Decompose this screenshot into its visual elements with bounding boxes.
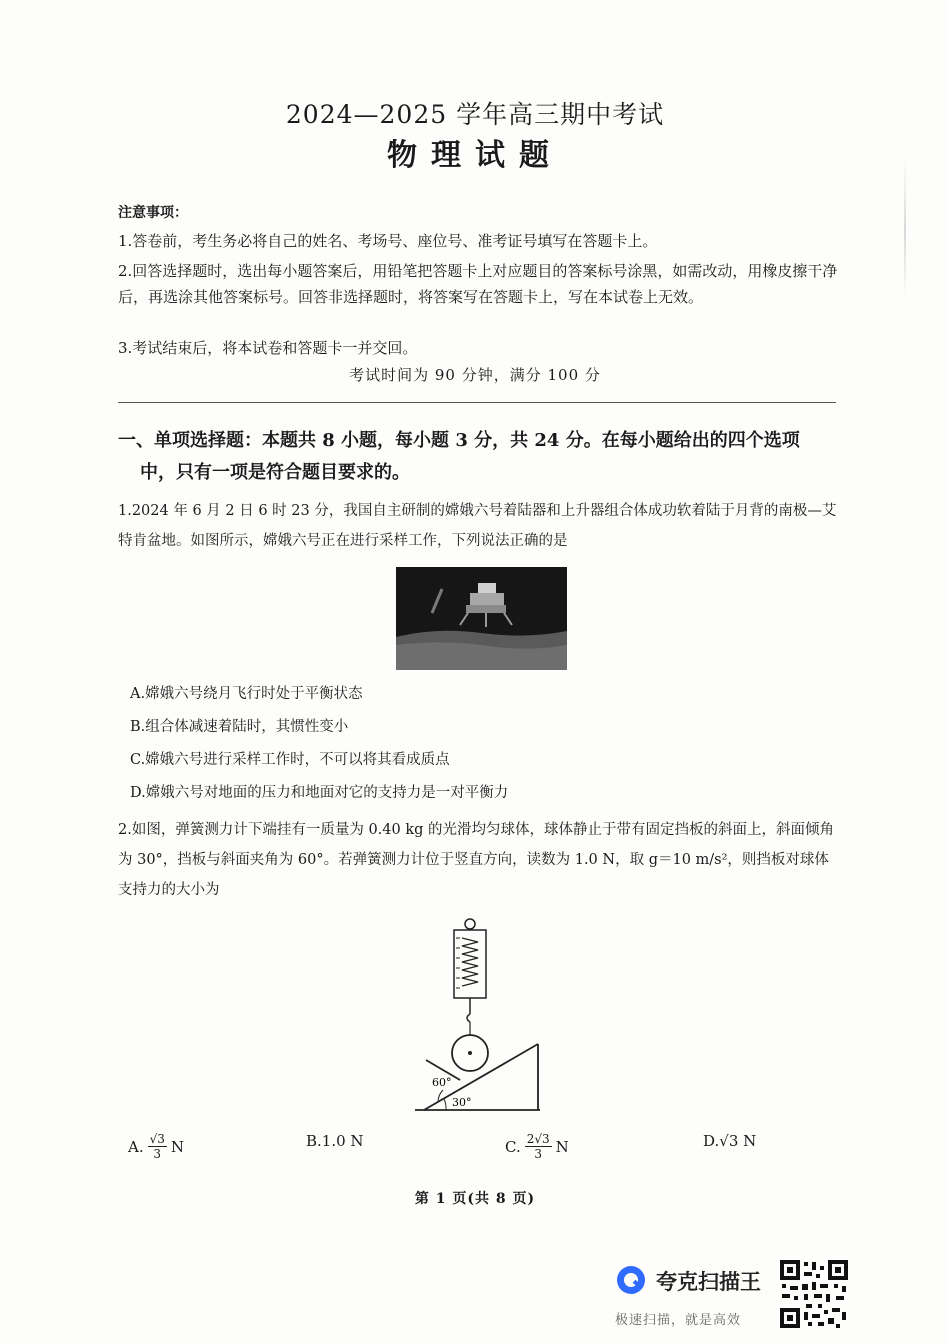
notice-heading: 注意事项： <box>118 205 188 221</box>
question-1-stem: 1.2024 年 6 月 2 日 6 时 23 分，我国自主研制的嫦娥六号着陆器和上升器组合体成功软着陆于月背的南极—艾特肯盆地。如图所示，嫦娥六号正在进行采样工作，下列说法正确的是 <box>118 503 837 549</box>
exam-title: 2024—2025 学年高三期中考试 <box>285 100 665 129</box>
question-1-option-a: A.嫦娥六号绕月飞行时处于平衡状态 <box>130 686 363 702</box>
fraction-c-numerator: 2√3 <box>526 1132 550 1146</box>
exam-time-info: 考试时间为 90 分钟，满分 100 分 <box>349 366 601 384</box>
question-1-option-b: B.组合体减速着陆时，其惯性变小 <box>130 719 349 735</box>
question-2-option-a <box>128 1132 184 1161</box>
section-divider <box>118 402 836 403</box>
angle-label-30: 30° <box>452 1096 472 1109</box>
lander-illustration <box>396 567 567 670</box>
scan-edge-mark <box>904 160 906 300</box>
question-1-option-c: C.嫦娥六号进行采样工作时，不可以将其看成质点 <box>130 752 450 768</box>
qr-code-icon <box>778 1258 850 1330</box>
option-c-unit: N <box>555 1137 569 1156</box>
question-2-option-b: B.1.0 N <box>306 1132 364 1150</box>
page-number: 第 1 页(共 8 页) <box>414 1191 536 1207</box>
question-2-option-c <box>505 1132 569 1161</box>
option-c-label: C. <box>505 1137 521 1156</box>
fraction-c-denominator: 3 <box>534 1147 542 1161</box>
quark-logo-icon <box>615 1264 647 1296</box>
notice-item-1: 1.答卷前，考生务必将自己的姓名、考场号、座位号、准考证号填写在答题卡上。 <box>118 232 658 250</box>
notice-item-2: 2.回答选择题时，选出每小题答案后，用铅笔把答题卡上对应题目的答案标号涂黑，如需改动，用橡皮擦干净后，再选涂其他答案标号。回答非选择题时，将答案写在答题卡上，写在本试卷上无效。 <box>118 262 838 306</box>
question-2-option-d: D.√3 N <box>703 1132 757 1150</box>
scanner-brand: 夸克扫描王 <box>656 1270 761 1294</box>
fraction-a <box>148 1132 167 1161</box>
scale-hook-ring <box>465 919 475 929</box>
question-2-stem: 2.如图，弹簧测力计下端挂有一质量为 0.40 kg 的光滑均匀球体，球体静止于带有固定挡板的斜面上，斜面倾角为 30°，挡板与斜面夹角为 60°。若弹簧测力计位于竖直方向，读数为 1.0 N，取 g＝10 m/s²，则挡板对球体支持力的大小为 <box>118 822 835 898</box>
option-a-unit: N <box>170 1137 185 1156</box>
subject-title: 物理试题 <box>387 138 563 173</box>
fraction-c <box>525 1132 552 1161</box>
scanner-slogan: 极速扫描，就是高效 <box>615 1313 742 1328</box>
fraction-a-denominator: 3 <box>153 1147 162 1161</box>
lunar-sampling-photo <box>396 567 567 670</box>
section-1-title-line1: 一、单项选择题：本题共 8 小题，每小题 3 分，共 24 分。在每小题给出的四个选项 <box>118 430 800 451</box>
angle-label-60: 60° <box>432 1076 452 1089</box>
notice-item-3: 3.考试结束后，将本试卷和答题卡一并交回。 <box>118 339 418 357</box>
scale-hook <box>467 1014 470 1022</box>
spring-scale-incline-diagram <box>410 918 555 1118</box>
option-a-label: A. <box>128 1137 144 1156</box>
fraction-a-numerator: √3 <box>149 1132 165 1146</box>
question-1-option-d: D.嫦娥六号对地面的压力和地面对它的支持力是一对平衡力 <box>130 785 509 801</box>
physics-diagram <box>410 918 555 1118</box>
section-1-title-line2: 中，只有一项是符合题目要求的。 <box>140 462 410 483</box>
section-1-title <box>118 425 843 489</box>
